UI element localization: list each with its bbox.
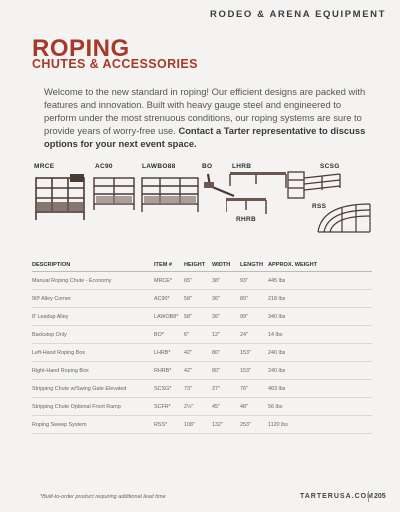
cell-width: 45" <box>212 398 240 416</box>
rss-sweep-image <box>312 196 376 236</box>
cell-description: Roping Sweep System <box>32 416 154 434</box>
cell-description: Stripping Chute w/Swing Gate Elevated <box>32 380 154 398</box>
cell-width: 38" <box>212 272 240 290</box>
product-label-ac90: AC90 <box>95 163 113 170</box>
product-label-scsg: SCSG <box>320 163 340 170</box>
cell-length: 24" <box>240 326 268 344</box>
ac90-alley-image <box>92 174 136 214</box>
product-label-mrce: MRCE <box>34 163 55 170</box>
product-label-rhrb: RHRB <box>236 216 256 223</box>
cell-length: 80" <box>240 290 268 308</box>
cell-length: 48" <box>240 398 268 416</box>
cell-item: BO* <box>154 326 184 344</box>
specs-table <box>32 262 372 434</box>
table-row <box>32 362 372 380</box>
product-label-lawbo88: LAWBO88 <box>142 163 176 170</box>
cell-weight: 240 lbs <box>268 362 372 380</box>
cell-description: Manual Roping Chute - Economy <box>32 272 154 290</box>
page-title: ROPING <box>32 35 130 62</box>
lawbo88-alley-image <box>140 174 200 216</box>
cell-width: 80" <box>212 362 240 380</box>
cell-width: 80" <box>212 344 240 362</box>
table-header-row <box>32 262 372 272</box>
product-label-rss: RSS <box>312 203 327 210</box>
cell-item: MRCE* <box>154 272 184 290</box>
cell-height: 58" <box>184 290 212 308</box>
table-row <box>32 290 372 308</box>
table-row <box>32 380 372 398</box>
cell-item: SCFR* <box>154 398 184 416</box>
cell-item: LHRB* <box>154 344 184 362</box>
intro-paragraph <box>44 85 374 150</box>
cell-width: 37" <box>212 380 240 398</box>
column-header-height: HEIGHT <box>184 262 212 272</box>
cell-length: 93" <box>240 272 268 290</box>
table-row <box>32 344 372 362</box>
cell-description: Right-Hand Roping Box <box>32 362 154 380</box>
cell-width: 132" <box>212 416 240 434</box>
table-row <box>32 308 372 326</box>
cell-width: 36" <box>212 308 240 326</box>
cell-description: Left-Hand Roping Box <box>32 344 154 362</box>
cell-weight: 445 lbs <box>268 272 372 290</box>
cell-item: AC90* <box>154 290 184 308</box>
column-header-description: DESCRIPTION <box>32 262 154 272</box>
product-label-lhrb: LHRB <box>232 163 252 170</box>
column-header-width: WIDTH <box>212 262 240 272</box>
page-number: 205 <box>374 493 386 500</box>
table-row <box>32 416 372 434</box>
cell-weight: 340 lbs <box>268 308 372 326</box>
contact-cta: Contact a Tarter representative to discuss options for your next event space. <box>44 125 366 149</box>
cell-height: 42" <box>184 362 212 380</box>
cell-width: 12" <box>212 326 240 344</box>
roping-box-image <box>226 170 292 218</box>
cell-weight: 463 lbs <box>268 380 372 398</box>
cell-weight: 56 lbs <box>268 398 372 416</box>
cell-length: 153" <box>240 344 268 362</box>
cell-length: 76" <box>240 380 268 398</box>
cell-weight: 14 lbs <box>268 326 372 344</box>
cell-height: 73" <box>184 380 212 398</box>
cell-height: 65" <box>184 272 212 290</box>
website-link[interactable]: TARTERUSA.COM <box>300 493 374 500</box>
table-row <box>32 398 372 416</box>
column-header-item: ITEM # <box>154 262 184 272</box>
cell-item: RSS* <box>154 416 184 434</box>
column-header-length: LENGTH <box>240 262 268 272</box>
section-title: RODEO & ARENA EQUIPMENT <box>210 9 386 20</box>
intro-text: Welcome to the new standard in roping! Our efficient designs are packed with features and innovation. Built with heavy gauge steel and engineered to perform under the most strenuous conditions, our roping systems are sure to provide years of worry-free use. <box>44 86 366 136</box>
footnote: *Built-to-order product requiring additional lead time <box>40 494 166 500</box>
cell-description: Backstop Only <box>32 326 154 344</box>
cell-length: 99" <box>240 308 268 326</box>
cell-length: 153" <box>240 362 268 380</box>
column-header-weight: APPROX. WEIGHT <box>268 262 372 272</box>
footer-divider <box>368 491 369 502</box>
cell-item: LAWOB8* <box>154 308 184 326</box>
cell-height: 58" <box>184 308 212 326</box>
cell-height: 6" <box>184 326 212 344</box>
page-subtitle: CHUTES & ACCESSORIES <box>32 57 198 71</box>
cell-item: SCSG* <box>154 380 184 398</box>
cell-height: 108" <box>184 416 212 434</box>
cell-description: 8' Leadup Alley <box>32 308 154 326</box>
cell-weight: 218 lbs <box>268 290 372 308</box>
cell-weight: 1120 lbs <box>268 416 372 434</box>
mrce-chute-image <box>32 172 90 222</box>
cell-description: Stripping Chute Optional Front Ramp <box>32 398 154 416</box>
cell-width: 36" <box>212 290 240 308</box>
cell-weight: 240 lbs <box>268 344 372 362</box>
cell-description: 90º Alley Corner <box>32 290 154 308</box>
cell-height: 2½" <box>184 398 212 416</box>
cell-length: 253" <box>240 416 268 434</box>
table-row <box>32 272 372 290</box>
cell-item: RHRB* <box>154 362 184 380</box>
table-row <box>32 326 372 344</box>
cell-height: 42" <box>184 344 212 362</box>
product-label-bo: BO <box>202 163 213 170</box>
